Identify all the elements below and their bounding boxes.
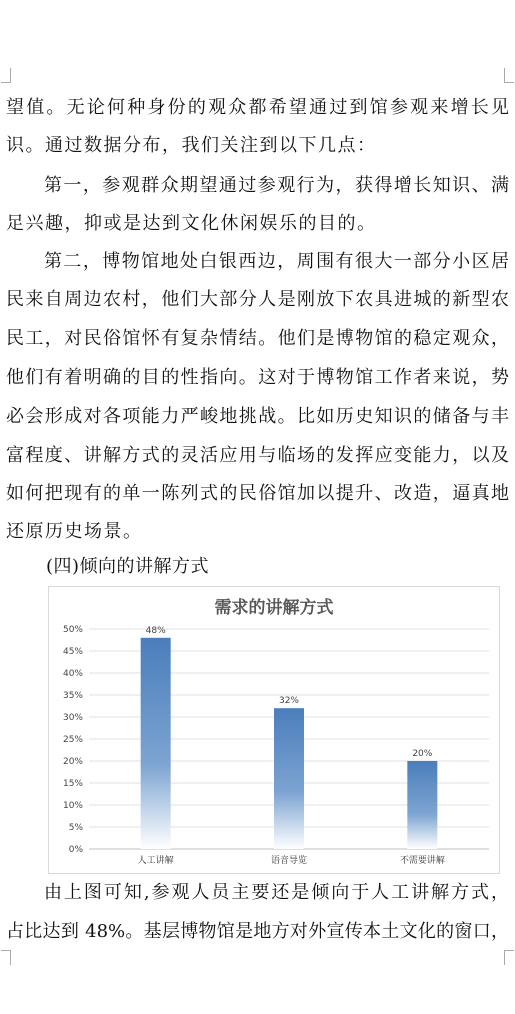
section-heading: (四)倾向的讲解方式 xyxy=(46,556,210,577)
y-tick-label: 40% xyxy=(62,669,83,679)
page-corner-mark xyxy=(504,68,514,83)
paragraph-line: 第一，参观群众期望通过参观行为，获得增长知识、满 xyxy=(44,175,509,196)
paragraph-line: 识。通过数据分布，我们关注到以下几点： xyxy=(6,135,377,156)
y-tick-label: 5% xyxy=(68,823,83,833)
y-tick-label: 30% xyxy=(62,713,83,723)
y-tick-label: 25% xyxy=(62,735,83,745)
paragraph-line: 如何把现有的单一陈列式的民俗馆加以提升、改造，逼真地 xyxy=(6,483,509,504)
data-label: 20% xyxy=(412,749,433,759)
bar-chart-svg xyxy=(49,587,499,873)
paragraph-line: 占比达到 48%。基层博物馆是地方对外宣传本土文化的窗口， xyxy=(6,921,509,942)
paragraph-line: 民来自周边农村，他们大部分人是刚放下农具进城的新型农 xyxy=(6,289,509,310)
data-label: 48% xyxy=(145,625,166,636)
bar xyxy=(141,638,171,849)
y-tick-label: 20% xyxy=(62,757,83,767)
bar-chart xyxy=(48,586,500,874)
x-tick-label: 语音导览 xyxy=(270,856,308,866)
y-tick-label: 10% xyxy=(62,801,83,811)
x-tick-label: 人工讲解 xyxy=(137,856,174,866)
page-corner-mark xyxy=(1,68,11,83)
paragraph-line: 由上图可知,参观人员主要还是倾向于人工讲解方式， xyxy=(44,882,509,903)
page-corner-mark xyxy=(504,950,514,965)
paragraph-line: 足兴趣，抑或是达到文化休闲娱乐的目的。 xyxy=(6,213,377,234)
paragraph-line: 民工，对民俗馆怀有复杂情结。他们是博物馆的稳定观众， xyxy=(6,328,509,349)
paragraph-line: 第二，博物馆地处白银西边，周围有很大一部分小区居 xyxy=(44,251,509,272)
bar xyxy=(407,761,437,849)
y-tick-label: 15% xyxy=(62,779,83,789)
paragraph-line: 还原历史场景。 xyxy=(6,521,143,542)
paragraph-line: 富程度、讲解方式的灵活应用与临场的发挥应变能力，以及 xyxy=(6,445,509,466)
paragraph-line: 他们有着明确的目的性指向。这对于博物馆工作者来说，势 xyxy=(6,367,509,388)
paragraph-line: 望值。无论何种身份的观众都希望通过到馆参观来增长见 xyxy=(6,97,509,118)
bar xyxy=(274,708,304,849)
y-tick-label: 0% xyxy=(68,845,83,855)
data-label: 32% xyxy=(278,696,300,707)
chart-title: 需求的讲解方式 xyxy=(214,598,334,618)
y-tick-label: 35% xyxy=(62,691,83,701)
paragraph-line: 必会形成对各项能力严峻地挑战。比如历史知识的储备与丰 xyxy=(6,406,509,427)
y-tick-label: 50% xyxy=(62,625,83,635)
x-tick-label: 不需要讲解 xyxy=(399,856,445,866)
y-tick-label: 45% xyxy=(62,647,83,657)
page-corner-mark xyxy=(1,950,11,965)
